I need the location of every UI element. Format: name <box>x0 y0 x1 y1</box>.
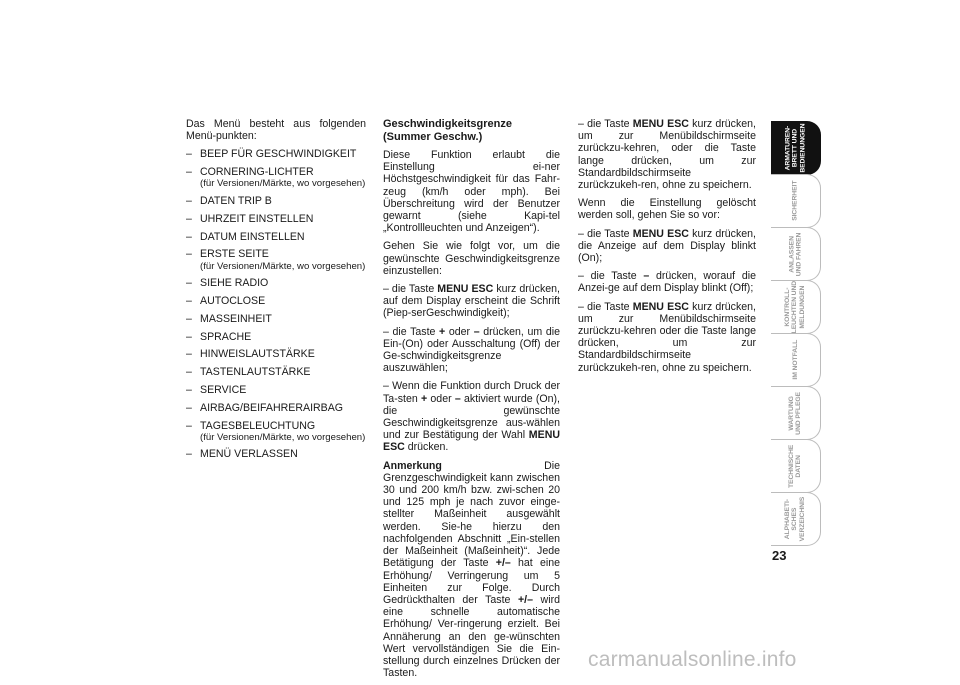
page-number: 23 <box>772 548 787 563</box>
list-item: – DATEN TRIP B <box>186 195 272 207</box>
list-item: – BEEP FÜR GESCHWINDIGKEIT <box>186 148 357 161</box>
list-item: – TAGESBELEUCHTUNG (für Versionen/Märkte, wo vorgesehen) <box>186 419 366 443</box>
tab-wartung[interactable]: WARTUNG UND PFLEGE <box>771 386 821 440</box>
watermark: carmanualsonline.info <box>588 648 797 671</box>
tab-notfall[interactable]: IM NOTFALL <box>771 333 821 387</box>
list-item: – AIRBAG/BEIFAHRERAIRBAG <box>186 401 344 414</box>
tab-armaturenbrett[interactable]: ARMATUREN- BRETT UND BEDIENUNGEN <box>771 121 821 175</box>
list-item: – UHRZEIT EINSTELLEN <box>186 212 314 225</box>
step: – die Taste + oder – drücken, um die Ein-(On) oder Ausschaltung (Off) der Ge-schwindigkeitsgrenze auszuwählen; <box>383 325 560 375</box>
list-item: – TASTENLAUTSTÄRKE <box>186 366 311 379</box>
list-item: – DATUM EINSTELLEN <box>186 230 305 243</box>
list-item: – MASSEINHEIT <box>186 312 272 325</box>
tab-anlassen[interactable]: ANLASSEN UND FAHREN <box>771 227 821 281</box>
list-item: – AUTOCLOSE <box>186 294 266 307</box>
menu-intro: Das Menü besteht aus folgenden Menü-punkten: <box>186 118 366 143</box>
paragraph: Gehen Sie wie folgt vor, um die gewünschte Geschwindigkeitsgrenze einzustellen: <box>383 240 560 277</box>
tab-sicherheit[interactable]: SICHERHEIT <box>771 174 821 228</box>
step: – die Taste MENU ESC kurz drücken, um zur Menübildschirmseite zurückzu-kehren oder die Taste lange drücken, um zur Standardbildschirmseite zurückzukeh-ren, ohne zu speichern. <box>578 300 756 374</box>
list-item: – CORNERING-LICHTER (für Versionen/Märkte, wo vorgesehen) <box>186 166 366 190</box>
list-item: – ERSTE SEITE (für Versionen/Märkte, wo vorgesehen) <box>186 248 366 272</box>
paragraph: Diese Funktion erlaubt die Einstellung ei-ner Höchstgeschwindigkeit für das Fahr-zeug (km/h oder mph). Bei Überschreitung wird der Benutzer gewarnt (siehe Kapi-tel „Kontrollleuchten und Anzeigen“). <box>383 149 560 235</box>
menu-column <box>186 118 366 466</box>
step: – Wenn die Funktion durch Druck der Ta-sten + oder – aktiviert wurde (On), die gewünschte Geschwindigkeitsgrenze aus-wählen und zur Bestätigung der Wahl MENU ESC drücken. <box>383 380 560 454</box>
list-item: – SIEHE RADIO <box>186 277 269 290</box>
speed-limit-column <box>383 118 560 685</box>
section-heading: Geschwindigkeitsgrenze (Summer Geschw.) <box>383 118 512 143</box>
list-item: – MENÜ VERLASSEN <box>186 448 298 461</box>
menu-list <box>186 148 366 460</box>
tab-technische-daten[interactable]: TECHNISCHE DATEN <box>771 439 821 493</box>
list-item: – HINWEISLAUTSTÄRKE <box>186 348 315 361</box>
list-item-note: (für Versionen/Märkte, wo vorgesehen) <box>200 431 366 443</box>
note-label: Anmerkung <box>383 459 442 472</box>
list-item-note: (für Versionen/Märkte, wo vorgesehen) <box>200 178 366 190</box>
step: – die Taste – drücken, worauf die Anzei-ge auf dem Display blinkt (Off); <box>578 270 756 295</box>
reset-column <box>578 118 756 380</box>
step: – die Taste MENU ESC kurz drücken, die Anzeige auf dem Display blinkt (On); <box>578 227 756 265</box>
tab-kontrollleuchten[interactable]: KONTROLL- LEUCHTEN UND MELDUNGEN <box>771 280 821 334</box>
step: – die Taste MENU ESC kurz drücken, um zur Menübildschirmseite zurückzu-kehren, oder die Taste lange drücken, um zur Standardbildschirmseite zurückzukeh-ren, ohne zu speichern. <box>578 118 756 192</box>
tab-verzeichnis[interactable]: ALPHABETI- SCHES VERZEICHNIS <box>771 492 821 546</box>
list-item: – SPRACHE <box>186 330 252 343</box>
list-item: – SERVICE <box>186 383 247 396</box>
note-paragraph: Anmerkung Die Grenzgeschwindigkeit kann zwischen 30 und 200 km/h bzw. zwi-schen 20 und 125 mph je nach zuvor einge-stellter Maßeinheit ausgewählt werden. Sie-he hierzu den nachfolgenden Abschnitt „Ein-stellen der Maßeinheit (Maßeinheit)“. Jede Betätigung der Taste +/– hat eine Erhöhung/ Verringerung um 5 Einheiten zur Folge. Durch Gedrückthalten der Taste +/– wird eine schnelle automatische Erhöhung/ Ver-ringerung erzielt. Bei Annäherung an den ge-wünschten Wert vervollständigen Sie die Ein-stellung durch einzelnes Drücken der Tasten. <box>383 459 560 680</box>
list-item-note: (für Versionen/Märkte, wo vorgesehen) <box>200 260 366 272</box>
paragraph: Wenn die Einstellung gelöscht werden soll, gehen Sie so vor: <box>578 197 756 222</box>
step: – die Taste MENU ESC kurz drücken, auf dem Display erscheint die Schrift (Piep-serGeschwindigkeit); <box>383 283 560 320</box>
